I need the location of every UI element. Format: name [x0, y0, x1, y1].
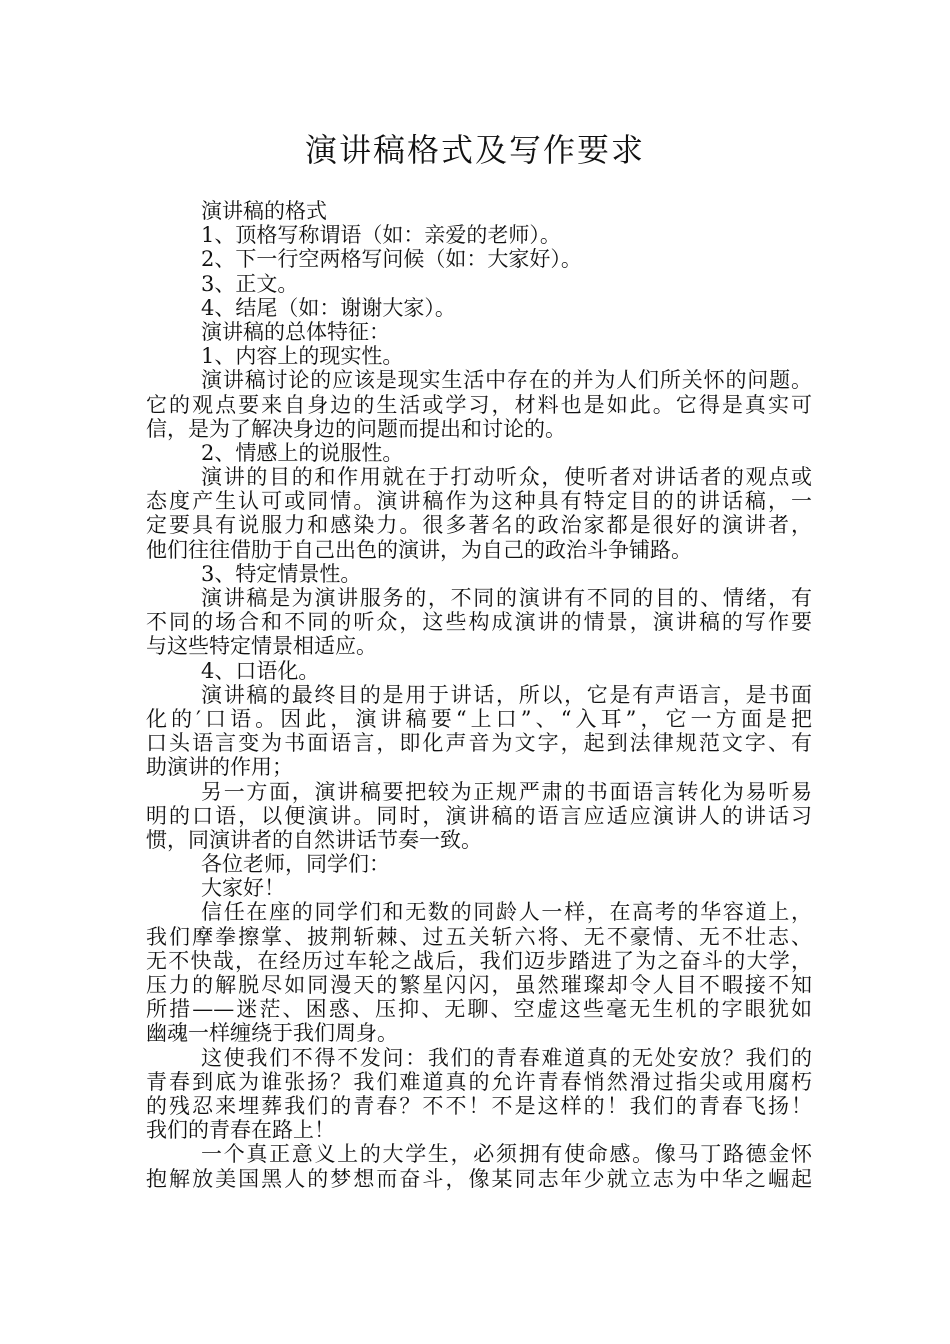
text-line: 演讲稿的总体特征： [201, 319, 390, 344]
text-line: 压力的解脱尽如同漫天的繁星闪闪，虽然璀璨却令人目不暇接不知 [146, 973, 812, 997]
text-line: 大家好！ [201, 876, 285, 901]
text-line: 助演讲的作用； [146, 755, 293, 780]
text-line: 4、口语化。 [201, 658, 320, 683]
text-line: 我们摩拳擦掌、披荆斩棘、过五关斩六将、无不豪情、无不壮志、 [146, 924, 812, 949]
text-line: 他们往往借肋于自己出色的演讲，为自己的政治斗争铺路。 [146, 537, 692, 562]
text-line: 的残忍来埋葬我们的青春？不不！不是这样的！我们的青春飞扬！ [146, 1093, 812, 1118]
text-line: 3、正文。 [201, 271, 299, 296]
text-line: 2、下一行空两格写问候（如：大家好）。 [201, 247, 582, 272]
text-line: 另一方面，演讲稿要把较为正规严肃的书面语言转化为易听易 [201, 779, 812, 804]
text-line: 信，是为了解决身边的问题而提出和讨论的。 [146, 416, 566, 441]
text-line: 化的′口语。因此，演讲稿要“上口”、“入耳”，它一方面是把 [146, 706, 812, 731]
text-line: 演讲稿讨论的应该是现实生活中存在的并为人们所关怀的问题。 [201, 368, 812, 393]
text-line: 4、结尾（如：谢谢大家）。 [201, 295, 456, 320]
text-line: 青春到底为谁张扬？我们难道真的允许青春悄然滑过指尖或用腐朽 [146, 1069, 812, 1094]
text-line: 无不快哉，在经历过车轮之战后，我们迈步踏进了为之奋斗的大学， [146, 948, 812, 973]
text-line: 1、顶格写称谓语（如：亲爱的老师）。 [201, 223, 561, 248]
document-body [146, 199, 812, 1191]
text-line: 惯，同演讲者的自然讲话节奏一致。 [146, 827, 482, 852]
text-line: 所措——迷茫、困惑、压抑、无聊、空虚这些毫无生机的字眼犹如 [146, 997, 812, 1022]
text-line: 它的观点要来自身边的生活或学习，材料也是如此。它得是真实可 [146, 392, 812, 417]
text-line: 与这些特定情景相适应。 [146, 634, 377, 659]
text-line: 我们的青春在路上！ [146, 1118, 335, 1143]
text-line: 信任在座的同学们和无数的同龄人一样，在高考的华容道上， [201, 900, 812, 925]
text-line: 定要具有说服力和感染力。很多著名的政治家都是很好的演讲者， [146, 513, 812, 538]
text-line: 演讲稿是为演讲服务的，不同的演讲有不同的目的、情绪，有 [201, 586, 812, 610]
text-line: 演讲稿的格式 [201, 199, 327, 223]
text-line: 明的口语，以便演讲。同时，演讲稿的语言应适应演讲人的讲话习 [146, 803, 812, 828]
text-line: 态度产生认可或同情。演讲稿作为这种具有特定目的的讲话稿，一 [146, 489, 812, 514]
text-line: 1、内容上的现实性。 [201, 344, 404, 369]
text-line: 幽魂一样缠绕于我们周身。 [146, 1021, 398, 1046]
text-line: 抱解放美国黑人的梦想而奋斗，像某同志年少就立志为中华之崛起 [146, 1166, 812, 1191]
text-line: 演讲的目的和作用就在于打动听众，使听者对讲话者的观点或 [201, 465, 812, 490]
text-line: 演讲稿的最终目的是用于讲话，所以，它是有声语言，是书面 [201, 682, 812, 707]
text-line: 一个真正意义上的大学生，必须拥有使命感。像马丁路德金怀 [201, 1142, 812, 1167]
text-line: 2、情感上的说服性。 [201, 440, 404, 465]
document-title: 演讲稿格式及写作要求 [304, 131, 645, 169]
text-line: 不同的场合和不同的听众，这些构成演讲的情景，演讲稿的写作要 [146, 610, 812, 635]
text-line: 口头语言变为书面语言，即化声音为文字，起到法律规范文字、有 [146, 731, 812, 756]
text-line: 各位老师，同学们： [201, 852, 390, 877]
text-line: 3、特定情景性。 [201, 561, 362, 586]
text-line: 这使我们不得不发问：我们的青春难道真的无处安放？我们的 [201, 1045, 812, 1070]
